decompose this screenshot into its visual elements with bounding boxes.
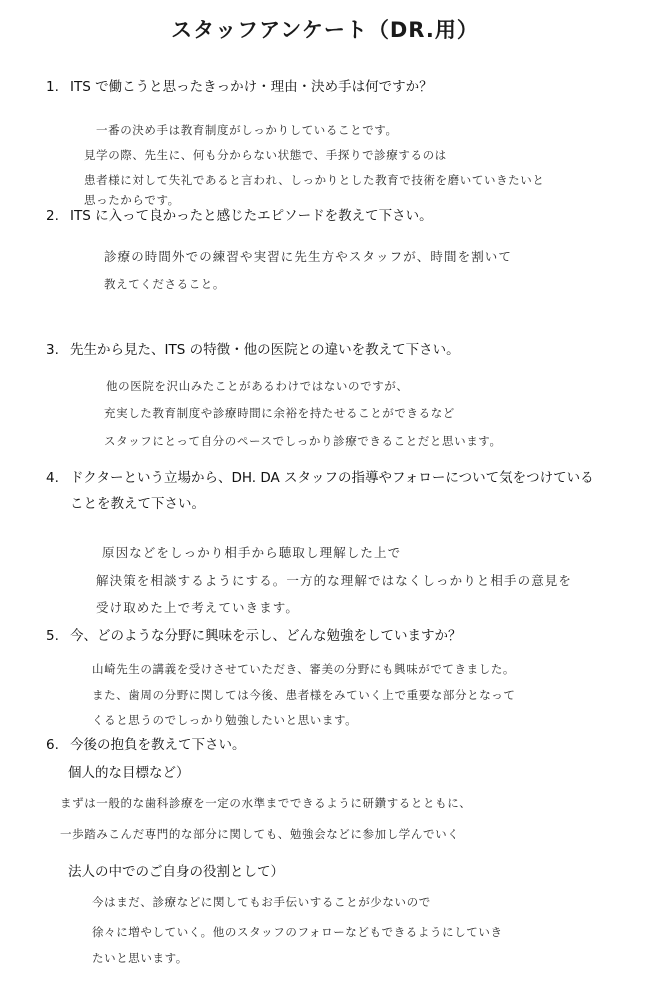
role-line-3: たいと思います。 <box>92 951 188 965</box>
question-text: 今後の抱負を教えて下さい。 <box>70 737 246 753</box>
question-text: 先生から見た、ITS の特徴・他の医院との違いを教えて下さい。 <box>70 342 460 358</box>
question-number: 6. <box>46 737 59 753</box>
answer-5-line-1: 山崎先生の講義を受けさせていただき、審美の分野にも興味がでてきました。 <box>92 662 516 676</box>
answer-3-line-2: 充実した教育制度や診療時間に余裕を持たせることができるなど <box>104 406 455 420</box>
answer-1-line-1: 一番の決め手は教育制度がしっかりしていることです。 <box>96 123 398 137</box>
question-number: 4. <box>46 470 59 486</box>
answer-4-line-3: 受け取めた上で考えていきます。 <box>96 600 300 615</box>
answer-1-line-2: 見学の際、先生に、何も分からない状態で、手探りで診療するのは <box>84 148 447 162</box>
role-line-1: 今はまだ、診療などに関してもお手伝いすることが少ないので <box>92 895 431 909</box>
question-4-continued: ことを教えて下さい。 <box>70 496 205 512</box>
question-3 <box>46 340 460 360</box>
question-number: 3. <box>46 342 59 358</box>
page-title: スタッフアンケート（DR.用） <box>171 18 479 42</box>
answer-1-line-3: 患者様に対して失礼であると言われ、しっかりとした教育で技術を磨いていきたいと <box>84 173 545 187</box>
question-number: 1. <box>46 79 59 95</box>
question-4 <box>46 468 594 488</box>
answer-3-line-1: 他の医院を沢山みたことがあるわけではないのですが、 <box>106 379 409 393</box>
answer-4-line-2: 解決策を相談するようにする。一方的な理解ではなくしっかりと相手の意見を <box>96 573 573 588</box>
personal-goal-line-2: 一歩踏みこんだ専門的な部分に関しても、勉強会などに参加し学んでいく <box>60 827 460 841</box>
question-2 <box>46 206 433 226</box>
answer-1-line-4: 思ったからです。 <box>84 193 180 207</box>
personal-goals-label: 個人的な目標など） <box>68 765 190 781</box>
question-6 <box>46 735 246 755</box>
answer-2-line-2: 教えてくださること。 <box>104 277 225 291</box>
personal-goal-line-1: まずは一般的な歯科診療を一定の水準までできるように研鑽するとともに、 <box>60 796 472 810</box>
answer-3-line-3: スタッフにとって自分のペースでしっかり診療できることだと思います。 <box>104 434 502 448</box>
question-text: ITS で働こうと思ったきっかけ・理由・決め手は何ですか？ <box>70 79 433 95</box>
question-number: 5. <box>46 628 59 644</box>
question-text: ITS に入って良かったと感じたエピソードを教えて下さい。 <box>70 208 433 224</box>
answer-4-line-1: 原因などをしっかり相手から聴取し理解した上で <box>102 545 402 560</box>
role-label: 法人の中でのご自身の役割として） <box>68 864 284 880</box>
role-line-2: 徐々に増やしていく。他のスタッフのフォローなどもできるようにしていき <box>92 925 503 939</box>
answer-2-line-1: 診療の時間外での練習や実習に先生方やスタッフが、時間を割いて <box>104 249 513 264</box>
question-5 <box>46 626 462 646</box>
answer-5-line-3: くると思うのでしっかり勉強したいと思います。 <box>92 713 358 727</box>
question-text: ドクターという立場から、DH. DA スタッフの指導やフォローについて気をつけている <box>70 470 594 486</box>
question-text: 今、どのような分野に興味を示し、どんな勉強をしていますか？ <box>70 628 462 644</box>
answer-5-line-2: また、歯周の分野に関しては今後、患者様をみていく上で重要な部分となって <box>92 688 516 702</box>
question-1 <box>46 77 433 97</box>
question-number: 2. <box>46 208 59 224</box>
